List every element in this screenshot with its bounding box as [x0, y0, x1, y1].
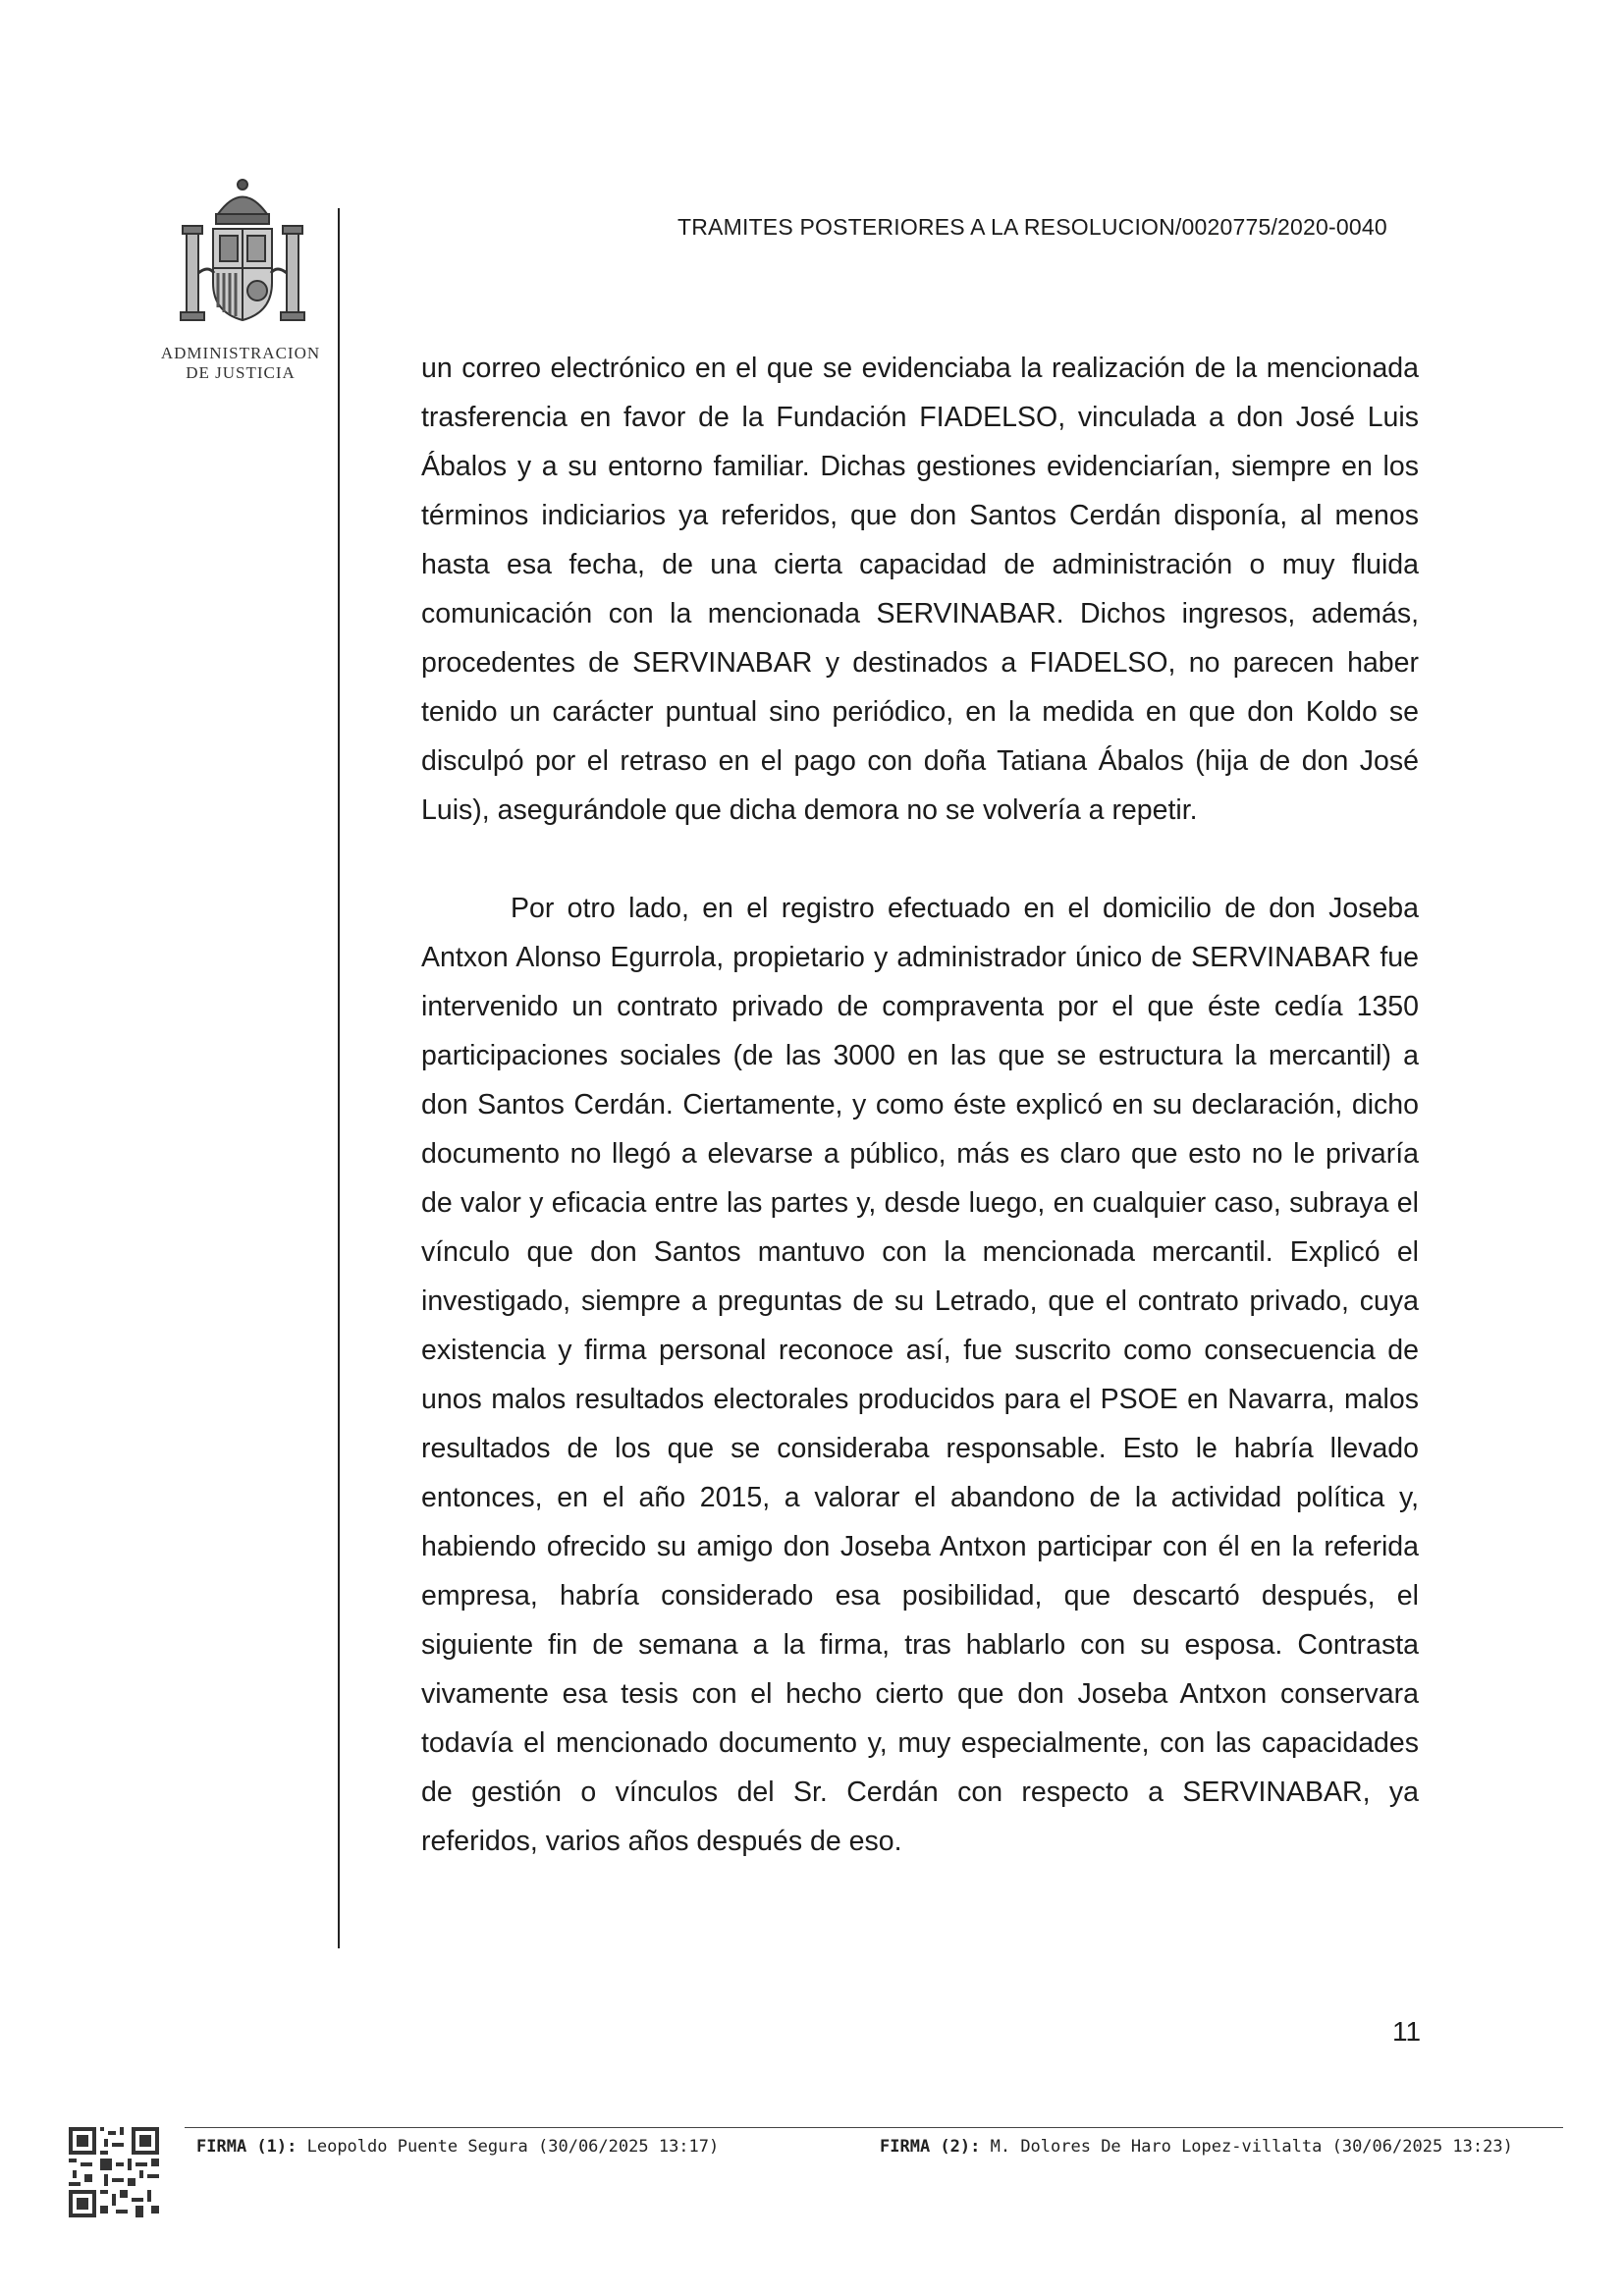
signature-2-value: M. Dolores De Haro Lopez-villalta (30/06/2025 13:23)	[990, 2137, 1513, 2157]
signature-1	[196, 2137, 719, 2157]
document-reference: TRAMITES POSTERIORES A LA RESOLUCION/0020775/2020-0040	[677, 214, 1387, 240]
signature-2-label: FIRMA (2):	[880, 2137, 981, 2157]
institution-logo	[157, 175, 334, 383]
qr-code-icon	[69, 2127, 159, 2217]
signature-2	[880, 2137, 1513, 2157]
signature-1-label: FIRMA (1):	[196, 2137, 298, 2157]
footer-rule	[185, 2127, 1563, 2128]
document-body	[421, 344, 1419, 1866]
signature-1-value: Leopoldo Puente Segura (30/06/2025 13:17)	[306, 2137, 720, 2157]
body-paragraph-1: un correo electrónico en el que se evidenciaba la realización de la mencionada trasferencia en favor de la Fundación FIADELSO, vinculada a don José Luis Ábalos y a su entorno familiar. Dichas gestiones evidenciarían, siempre en los términos indiciarios ya referidos, que don Santos Cerdán disponía, al menos hasta esa fecha, de una cierta capacidad de administración o muy fluida comunicación con la mencionada SERVINABAR. Dichos ingresos, además, procedentes de SERVINABAR y destinados a FIADELSO, no parecen haber tenido un carácter puntual sino periódico, en la medida en que don Koldo se disculpó por el retraso en el pago con doña Tatiana Ábalos (hija de don José Luis), asegurándole que dicha demora no se volvería a repetir.	[421, 353, 1419, 826]
body-paragraph-2: Por otro lado, en el registro efectuado en el domicilio de don Joseba Antxon Alonso Egurrola, propietario y administrador único de SERVINABAR fue intervenido un contrato privado de compraventa por el que éste cedía 1350 participaciones sociales (de las 3000 en las que se estructura la mercantil) a don Santos Cerdán. Ciertamente, y como éste explicó en su declaración, dicho documento no llegó a elevarse a público, más es claro que esto no le privaría de valor y eficacia entre las partes y, desde luego, en cualquier caso, subraya el vínculo que don Santos mantuvo con la mencionada mercantil. Explicó el investigado, siempre a preguntas de su Letrado, que el contrato privado, cuya existencia y firma personal reconoce así, fue suscrito como consecuencia de unos malos resultados electorales producidos para el PSOE en Navarra, malos resultados de los que se consideraba responsable. Esto le habría llevado entonces, en el año 2015, a valorar el abandono de la actividad política y, habiendo ofrecido su amigo don Joseba Antxon participar con él en la referida empresa, habría considerado esa posibilidad, que descartó después, el siguiente fin de semana a la firma, tras hablarlo con su esposa. Contrasta vivamente esa tesis con el hecho cierto que don Joseba Antxon conservara todavía el mencionado documento y, muy especialmente, con las capacidades de gestión o vínculos del Sr. Cerdán con respecto a SERVINABAR, ya referidos, varios años después de eso.	[421, 893, 1419, 1857]
institution-name-line1: ADMINISTRACION	[160, 344, 321, 362]
spain-coat-of-arms-icon	[179, 175, 306, 342]
institution-name-line2: DE JUSTICIA	[186, 363, 296, 382]
margin-rule	[338, 208, 340, 1948]
page-number: 11	[1392, 2016, 1422, 2047]
